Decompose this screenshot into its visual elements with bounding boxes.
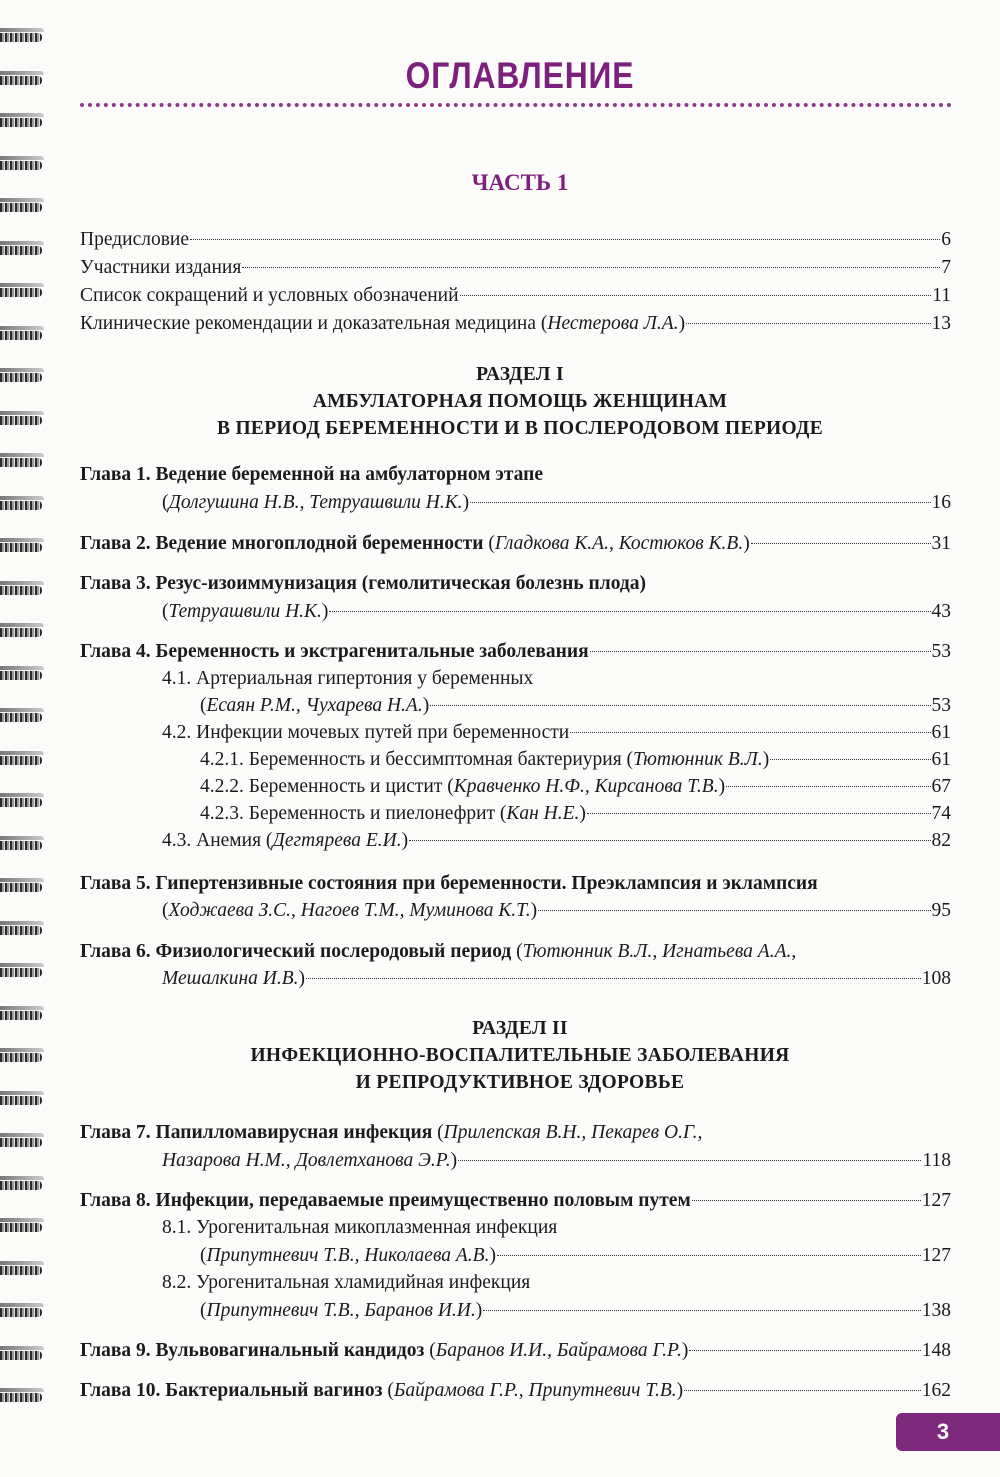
chapter-5-authors-row (162, 897, 951, 924)
entry-title: Предисловие (80, 229, 190, 250)
part-heading: ЧАСТЬ 1 (471, 170, 569, 195)
leader-dots (497, 1255, 921, 1256)
spiral-ring (0, 1006, 46, 1024)
chapter-3-authors-row (162, 598, 951, 625)
spiral-ring (0, 708, 46, 726)
spiral-ring (0, 793, 46, 811)
page-number: 31 (931, 533, 951, 554)
chapter-6-authors-row (162, 965, 951, 992)
entry-authors: Мешалкина И.В.) (162, 968, 306, 989)
spiral-ring (0, 496, 46, 514)
leader-dots (570, 732, 930, 733)
page-number: 82 (931, 830, 951, 851)
spiral-ring (0, 326, 46, 344)
subsection-4-2-1-row (200, 746, 951, 773)
entry-title: Глава 10. Бактериальный вагиноз (Байрамова Г.Р., Припутневич Т.В.) (80, 1380, 684, 1401)
spiral-ring (0, 453, 46, 471)
page-number: 53 (931, 641, 951, 662)
page-number: 43 (931, 601, 951, 622)
page-number: 61 (931, 722, 951, 743)
leader-dots (470, 502, 930, 503)
spiral-ring (0, 1218, 46, 1236)
spiral-ring (0, 28, 46, 46)
leader-dots (483, 1310, 921, 1311)
section-title-line: АМБУЛАТОРНАЯ ПОМОЩЬ ЖЕНЩИНАМ (312, 391, 728, 412)
subsection-8-1-title: 8.1. Урогенитальная микоплазменная инфекция (162, 1217, 558, 1238)
toc-entry-contributors (80, 254, 951, 281)
chapter-8-row (80, 1187, 951, 1214)
leader-dots (460, 295, 932, 296)
leader-dots (590, 651, 931, 652)
page-number: 6 (941, 229, 951, 250)
entry-title: 4.2.1. Беременность и бессимптомная бактериурия (Тютюнник В.Л.) (200, 749, 770, 770)
entry-authors: (Есаян Р.М., Чухарева Н.А.) (200, 695, 430, 716)
leader-dots (689, 1350, 920, 1351)
entry-authors: (Ходжаева З.С., Нагоев Т.М., Муминова К.Т.) (162, 900, 538, 921)
chapter-7-authors-row (162, 1147, 951, 1174)
subsection-4-1-authors-row (200, 692, 951, 719)
toc-entry-clinical-guidelines (80, 310, 951, 337)
leader-dots (726, 786, 930, 787)
leader-dots (306, 978, 921, 979)
entry-title: Глава 4. Беременность и экстрагенитальные заболевания (80, 641, 589, 662)
leader-dots (587, 813, 931, 814)
leader-dots (692, 1200, 921, 1201)
spiral-ring (0, 1048, 46, 1066)
section-title-line: В ПЕРИОД БЕРЕМЕННОСТИ И В ПОСЛЕРОДОВОМ ПЕРИОДЕ (216, 418, 824, 439)
entry-title: 4.2.2. Беременность и цистит (Кравченко Н.Ф., Кирсанова Т.В.) (200, 776, 726, 797)
spiral-ring (0, 1091, 46, 1109)
page-number: 95 (931, 900, 951, 921)
spiral-ring (0, 156, 46, 174)
page-number: 127 (921, 1245, 951, 1266)
spiral-ring (0, 283, 46, 301)
page-number: 61 (931, 749, 951, 770)
section-number: РАЗДЕЛ I (476, 364, 564, 385)
spiral-ring (0, 1261, 46, 1279)
page-number: 16 (931, 492, 951, 513)
title-dotted-rule (80, 103, 952, 107)
chapter-5-title: Глава 5. Гипертензивные состояния при беременности. Преэклампсия и эклампсия (80, 873, 818, 894)
page-number: 127 (921, 1190, 951, 1211)
entry-title: Глава 9. Вульвовагинальный кандидоз (Баранов И.И., Байрамова Г.Р.) (80, 1340, 689, 1361)
spiral-ring (0, 751, 46, 769)
leader-dots (686, 323, 930, 324)
spiral-ring (0, 1388, 46, 1406)
leader-dots (458, 1160, 921, 1161)
leader-dots (751, 543, 931, 544)
leader-dots (409, 840, 930, 841)
section-number: РАЗДЕЛ II (472, 1018, 568, 1039)
page-number-label: 3 (936, 1419, 950, 1444)
page-title: ОГЛАВЛЕНИЕ (405, 55, 635, 96)
chapter-4-row (80, 638, 951, 665)
spiral-ring (0, 538, 46, 556)
entry-title: Клинические рекомендации и доказательная медицина (Нестерова Л.А.) (80, 313, 686, 334)
entry-title: 4.2. Инфекции мочевых путей при беременности (162, 722, 570, 743)
entry-title: Участники издания (80, 257, 242, 278)
spiral-ring (0, 1303, 46, 1321)
page-number: 53 (931, 695, 951, 716)
spiral-ring (0, 878, 46, 896)
subsection-8-1-authors-row (200, 1242, 951, 1269)
entry-authors: (Припутневич Т.В., Баранов И.И.) (200, 1300, 483, 1321)
leader-dots (242, 267, 940, 268)
chapter-1-authors-row (162, 489, 951, 516)
entry-authors: (Припутневич Т.В., Николаева А.В.) (200, 1245, 496, 1266)
page-number: 7 (941, 257, 951, 278)
page-number: 13 (931, 313, 951, 334)
spiral-ring (0, 241, 46, 259)
section-1-heading (80, 361, 960, 442)
entry-authors: (Тетруашвили Н.К.) (162, 601, 329, 622)
spiral-ring (0, 623, 46, 641)
spiral-ring (0, 368, 46, 386)
leader-dots (329, 611, 930, 612)
subsection-4-3-row (162, 827, 951, 854)
chapter-1-title: Глава 1. Ведение беременной на амбулаторном этапе (80, 464, 544, 485)
entry-title: Глава 8. Инфекции, передаваемые преимущественно половым путем (80, 1190, 691, 1211)
spiral-ring (0, 1176, 46, 1194)
spiral-ring (0, 198, 46, 216)
subsection-8-2-title: 8.2. Урогенитальная хламидийная инфекция (162, 1272, 531, 1293)
leader-dots (190, 239, 940, 240)
toc-entry-abbreviations (80, 282, 951, 309)
chapter-10-row (80, 1377, 951, 1404)
page-number: 108 (921, 968, 951, 989)
subsection-4-2-row (162, 719, 951, 746)
chapter-2-row (80, 530, 951, 557)
spiral-ring (0, 1133, 46, 1151)
entry-title: Глава 2. Ведение многоплодной беременности (Гладкова К.А., Костюков К.В.) (80, 533, 750, 554)
entry-title: 4.2.3. Беременность и пиелонефрит (Кан Н.Е.) (200, 803, 586, 824)
chapter-9-row (80, 1337, 951, 1364)
chapter-7-title: Глава 7. Папилломавирусная инфекция (Прилепская В.Н., Пекарев О.Г., (80, 1122, 703, 1143)
spiral-ring (0, 666, 46, 684)
spiral-ring (0, 1346, 46, 1364)
spiral-ring (0, 963, 46, 981)
entry-authors: Назарова Н.М., Довлетханова Э.Р.) (162, 1150, 458, 1171)
spiral-ring (0, 71, 46, 89)
page-number: 162 (921, 1380, 951, 1401)
page-number: 148 (921, 1340, 951, 1361)
section-2-heading (80, 1015, 960, 1096)
page-number: 74 (931, 803, 951, 824)
section-title-line: И РЕПРОДУКТИВНОЕ ЗДОРОВЬЕ (355, 1072, 685, 1093)
entry-title: Список сокращений и условных обозначений (80, 285, 459, 306)
leader-dots (538, 910, 930, 911)
entry-title: 4.3. Анемия (Дегтярева Е.И.) (162, 830, 409, 851)
section-title-line: ИНФЕКЦИОННО-ВОСПАЛИТЕЛЬНЫЕ ЗАБОЛЕВАНИЯ (250, 1045, 790, 1066)
page-number: 138 (921, 1300, 951, 1321)
subsection-4-2-2-row (200, 773, 951, 800)
page-number: 67 (931, 776, 951, 797)
spiral-ring (0, 113, 46, 131)
spiral-ring (0, 581, 46, 599)
chapter-6-title: Глава 6. Физиологический послеродовый период (Тютюнник В.Л., Игнатьева А.А., (80, 941, 797, 962)
subsection-8-2-authors-row (200, 1297, 951, 1324)
spiral-ring (0, 836, 46, 854)
entry-authors: (Долгушина Н.В., Тетруашвили Н.К.) (162, 492, 470, 513)
page-number-badge (896, 1413, 1000, 1451)
leader-dots (430, 705, 930, 706)
spiral-ring (0, 921, 46, 939)
page-number: 11 (932, 285, 951, 306)
subsection-4-2-3-row (200, 800, 951, 827)
spiral-binding (0, 28, 48, 1448)
spiral-ring (0, 411, 46, 429)
leader-dots (684, 1390, 921, 1391)
leader-dots (770, 759, 930, 760)
subsection-4-1-title: 4.1. Артериальная гипертония у беременных (162, 668, 534, 689)
page-number: 118 (922, 1150, 951, 1171)
toc-entry-preface (80, 226, 951, 253)
chapter-3-title: Глава 3. Резус-изоиммунизация (гемолитическая болезнь плода) (80, 573, 647, 594)
